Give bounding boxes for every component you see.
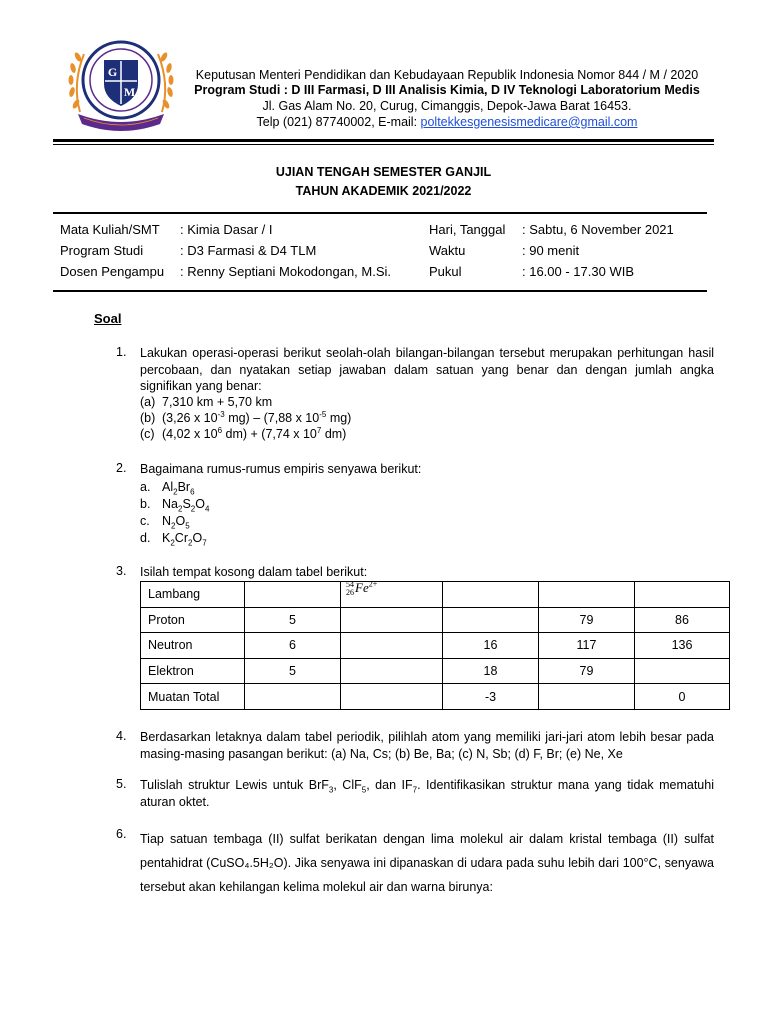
element: Al <box>162 480 174 494</box>
row-label: Proton <box>141 607 245 633</box>
question-2-b <box>140 497 210 514</box>
info-label-lecturer: Dosen Pengampu <box>60 264 165 279</box>
header-decree: Keputusan Menteri Pendidikan dan Kebudayaan Republik Indonesia Nomor 844 / M / 2020 <box>195 68 699 82</box>
exponent: 7 <box>316 425 322 435</box>
question-text-part: , ClF <box>333 778 362 792</box>
question-3-text: Isilah tempat kosong dalam tabel berikut: <box>140 565 368 579</box>
section-heading: Soal <box>94 311 122 326</box>
option-label: (c) <box>140 427 155 441</box>
info-label-date: Hari, Tanggal <box>429 222 506 237</box>
symbol-cell <box>341 579 443 608</box>
element: O <box>195 497 205 511</box>
question-1-c <box>140 427 346 441</box>
info-divider-bottom <box>53 290 707 292</box>
table-row <box>141 633 730 659</box>
option-label: c. <box>140 514 150 528</box>
atomic-number: 26 <box>346 587 354 597</box>
question-text-part: , dan IF <box>366 778 413 792</box>
table-cell: 86 <box>635 607 730 633</box>
option-text: 7,310 km + 5,70 km <box>162 395 273 409</box>
info-divider-top <box>53 212 707 214</box>
table-cell <box>341 633 443 659</box>
element: Cr <box>174 531 188 545</box>
question-5-text <box>140 777 714 810</box>
table-row <box>141 582 730 608</box>
info-label-time: Pukul <box>429 264 462 279</box>
subscript: 2 <box>177 504 183 514</box>
subscript: 2 <box>188 538 193 548</box>
table-cell: 5 <box>245 607 341 633</box>
table-cell: 79 <box>539 607 635 633</box>
info-value-course: : Kimia Dasar / I <box>180 222 273 237</box>
question-1-a <box>140 395 272 409</box>
element: Na <box>162 497 178 511</box>
table-cell <box>443 582 539 608</box>
mass-number: 54 <box>346 579 354 589</box>
question-number-3: 3. <box>116 564 127 578</box>
info-label-duration: Waktu <box>429 243 466 258</box>
table-cell: 5 <box>245 658 341 684</box>
question-number-4: 4. <box>116 729 127 743</box>
question-1-text: Lakukan operasi-operasi berikut seolah-olah bilangan-bilangan tersebut merupakan perhitungan hasil percobaan, dan nyatakan setiap jawaban dalam satuan yang benar dan dengan jumlah angka signifikan yang benar: <box>140 346 714 393</box>
info-value-lecturer: : Renny Septiani Mokodongan, M.Si. <box>180 264 392 279</box>
subscript: 2 <box>170 538 175 548</box>
table-cell <box>635 658 730 684</box>
header-contact <box>182 113 712 131</box>
info-value-duration: : 90 menit <box>522 243 580 258</box>
element: K <box>162 531 171 545</box>
table-cell: 6 <box>245 633 341 659</box>
question-2-text: Bagaimana rumus-rumus empiris senyawa berikut: <box>140 462 422 476</box>
svg-text:M: M <box>123 85 136 99</box>
question-2-c <box>140 514 190 531</box>
question-number-5: 5. <box>116 777 127 791</box>
option-text: dm) <box>321 427 347 441</box>
option-label: d. <box>140 531 151 545</box>
option-text: dm) + (7,74 x 10 <box>222 427 317 441</box>
subscript: 2 <box>171 521 176 531</box>
element: O <box>192 531 203 545</box>
table-cell <box>245 582 341 608</box>
info-label-program: Program Studi <box>60 243 144 258</box>
ion-charge: 2+ <box>368 579 378 589</box>
table-cell: -3 <box>443 684 539 710</box>
element: S <box>182 497 191 511</box>
question-4-text: Berdasarkan letaknya dalam tabel periodik, pilihlah atom yang memiliki jari-jari atom lebih besar pada masing-masing pasangan berikut: (a) Na, Cs; (b) Be, Ba; (c) N, Sb; (d) F, Br; (e) Ne, Xe <box>140 730 714 761</box>
subscript: 3 <box>328 785 334 795</box>
header-programs: Program Studi : D III Farmasi, D III Analisis Kimia, D IV Teknologi Laboratorium Medis <box>194 83 700 97</box>
header-divider-thin <box>53 144 714 145</box>
table-cell: 16 <box>443 633 539 659</box>
iron-isotope-symbol <box>346 580 377 595</box>
question-number-1: 1. <box>116 345 127 359</box>
info-value-time: : 16.00 - 17.30 WIB <box>522 264 635 279</box>
table-cell: 18 <box>443 658 539 684</box>
email-link[interactable]: poltekkesgenesismedicare@gmail.com <box>420 115 638 129</box>
table-cell <box>341 684 443 710</box>
row-label: Muatan Total <box>141 684 245 710</box>
question-1-b <box>140 411 351 425</box>
info-value-date: : Sabtu, 6 November 2021 <box>522 222 674 237</box>
element: N <box>162 514 172 528</box>
question-number-6: 6. <box>116 827 127 841</box>
table-row <box>141 658 730 684</box>
table-cell: 117 <box>539 633 635 659</box>
question-text-part: Tulislah struktur Lewis untuk BrF <box>140 778 329 792</box>
table-cell <box>341 658 443 684</box>
table-cell <box>245 684 341 710</box>
header-divider-thick <box>53 139 714 142</box>
subscript: 5 <box>361 785 367 795</box>
subscript: 2 <box>173 487 178 497</box>
option-text: mg) <box>326 411 352 425</box>
question-2-d <box>140 531 207 548</box>
option-label: (a) <box>140 395 156 409</box>
row-label: Elektron <box>141 658 245 684</box>
table-cell <box>539 582 635 608</box>
table-cell: 0 <box>635 684 730 710</box>
table-cell <box>341 607 443 633</box>
question-text-part: . Identifikasikan struktur mana yang tidak mematuhi aturan oktet. <box>140 778 714 809</box>
table-cell: 136 <box>635 633 730 659</box>
table-cell <box>443 607 539 633</box>
table-row <box>141 607 730 633</box>
table-row <box>141 684 730 710</box>
question-6-text: Tiap satuan tembaga (II) sulfat berikatan dengan lima molekul air dalam kristal tembaga (II) sulfat pentahidrat (CuSO₄.5H₂O). Jika senyawa ini dipanaskan di udara pada suhu lebih dari 100°C, senyawa tersebut akan kehilangan kelima molekul air dan warna birunya: <box>140 832 714 894</box>
table-cell: 79 <box>539 658 635 684</box>
isotope-table <box>140 581 730 710</box>
exam-year: TAHUN AKADEMIK 2021/2022 <box>295 184 472 198</box>
exam-title: UJIAN TENGAH SEMESTER GANJIL <box>275 165 492 179</box>
header-phone: Telp (021) 87740002, E-mail: <box>256 115 421 129</box>
option-text: (3,26 x 10 <box>162 411 218 425</box>
option-text: (4,02 x 10 <box>162 427 218 441</box>
question-2-a <box>140 480 195 497</box>
element: O <box>175 514 186 528</box>
question-number-2: 2. <box>116 461 127 475</box>
option-label: b. <box>140 497 151 511</box>
subscript: 4 <box>204 504 210 514</box>
table-cell <box>539 684 635 710</box>
institution-seal-icon <box>62 34 180 134</box>
element: Br <box>177 480 191 494</box>
subscript: 5 <box>185 521 190 531</box>
exponent: -3 <box>217 409 225 419</box>
subscript: 7 <box>412 785 418 795</box>
element-symbol: Fe <box>355 579 369 595</box>
info-label-course: Mata Kuliah/SMT <box>60 222 160 237</box>
exponent: 6 <box>217 425 223 435</box>
subscript: 7 <box>202 538 207 548</box>
info-value-program: : D3 Farmasi & D4 TLM <box>180 243 317 258</box>
option-label: (b) <box>140 411 156 425</box>
subscript: 6 <box>190 487 195 497</box>
svg-text:G: G <box>107 65 118 79</box>
table-cell <box>635 582 730 608</box>
exponent: -5 <box>319 409 327 419</box>
header-address: Jl. Gas Alam No. 20, Curug, Cimanggis, Depok-Jawa Barat 16453. <box>262 99 632 113</box>
option-label: a. <box>140 480 151 494</box>
row-label: Neutron <box>141 633 245 659</box>
row-label: Lambang <box>141 582 245 608</box>
option-text: mg) – (7,88 x 10 <box>224 411 320 425</box>
subscript: 2 <box>190 504 196 514</box>
